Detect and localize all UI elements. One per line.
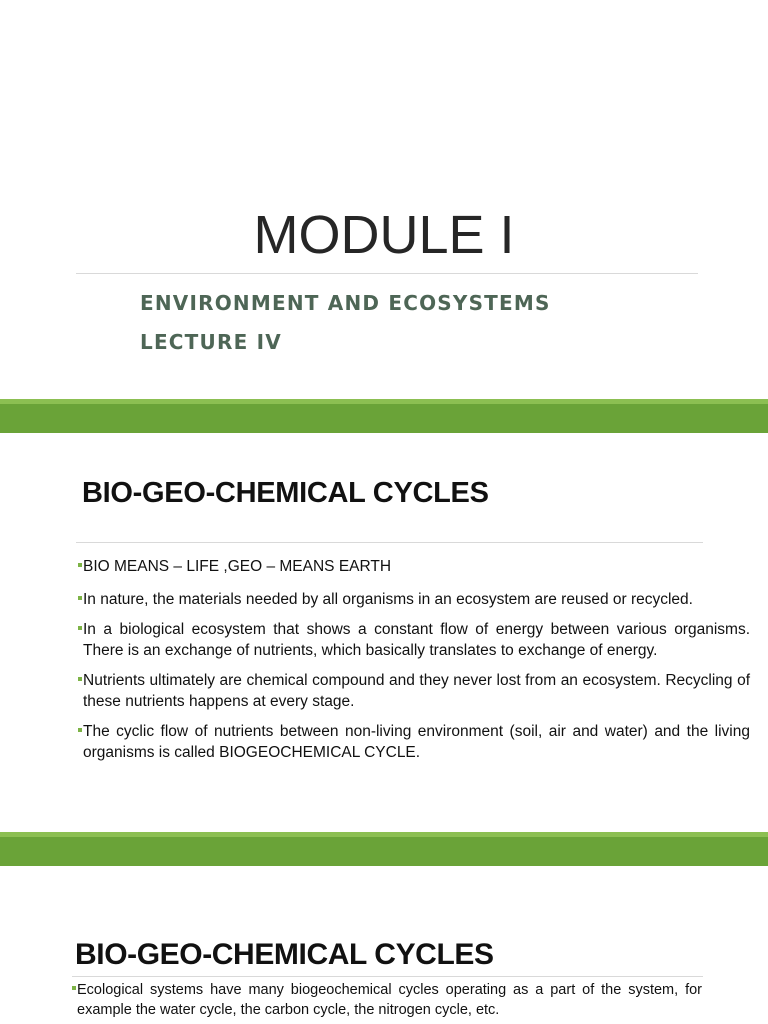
content-slide [0, 433, 768, 832]
bullet-item [78, 620, 750, 661]
heading-divider-line [72, 976, 703, 977]
title-slide [0, 0, 768, 400]
title-divider-line [76, 273, 698, 274]
slide-subtitle: ENVIRONMENT AND ECOSYSTEMS [140, 291, 551, 315]
green-square-bullet-icon [78, 728, 82, 732]
slide-title: MODULE I [253, 205, 515, 265]
bullet-item [78, 671, 750, 712]
bullet-list [72, 980, 702, 1024]
bullet-text: Ecological systems have many biogeochemical cycles operating as a part of the system, for example the water cycle, the carbon cycle, the nitrogen cycle, etc. [77, 982, 702, 1018]
bullet-item [78, 590, 750, 611]
lecture-label: LECTURE IV [140, 330, 282, 354]
green-square-bullet-icon [78, 563, 82, 567]
bullet-text: The cyclic flow of nutrients between non-living environment (soil, air and water) and the living organisms is called BIOGEOCHEMICAL CYCLE. [83, 723, 750, 761]
green-square-bullet-icon [72, 986, 76, 990]
green-square-bullet-icon [78, 626, 82, 630]
bullet-item [78, 557, 750, 578]
bullet-text: In nature, the materials needed by all organisms in an ecosystem are reused or recycled. [83, 590, 693, 608]
green-square-bullet-icon [78, 596, 82, 600]
heading-divider-line [76, 542, 703, 543]
bullet-text: BIO MEANS – LIFE ,GEO – MEANS EARTH [83, 558, 392, 575]
content-slide [0, 866, 768, 1024]
slide-separator-bar [0, 399, 768, 433]
bullet-list [78, 557, 750, 773]
bullet-item [72, 980, 702, 1020]
slide-separator-bar [0, 832, 768, 866]
slide-heading: BIO-GEO-CHEMICAL CYCLES [75, 938, 494, 971]
bullet-item [78, 722, 750, 763]
slide-heading: BIO-GEO-CHEMICAL CYCLES [82, 477, 489, 509]
green-square-bullet-icon [78, 677, 82, 681]
bullet-text: Nutrients ultimately are chemical compound and they never lost from an ecosystem. Recycling of these nutrients happens at every stage. [83, 672, 750, 710]
bullet-text: In a biological ecosystem that shows a constant flow of energy between various organisms. There is an exchange of nutrients, which basically translates to exchange of energy. [83, 621, 750, 659]
